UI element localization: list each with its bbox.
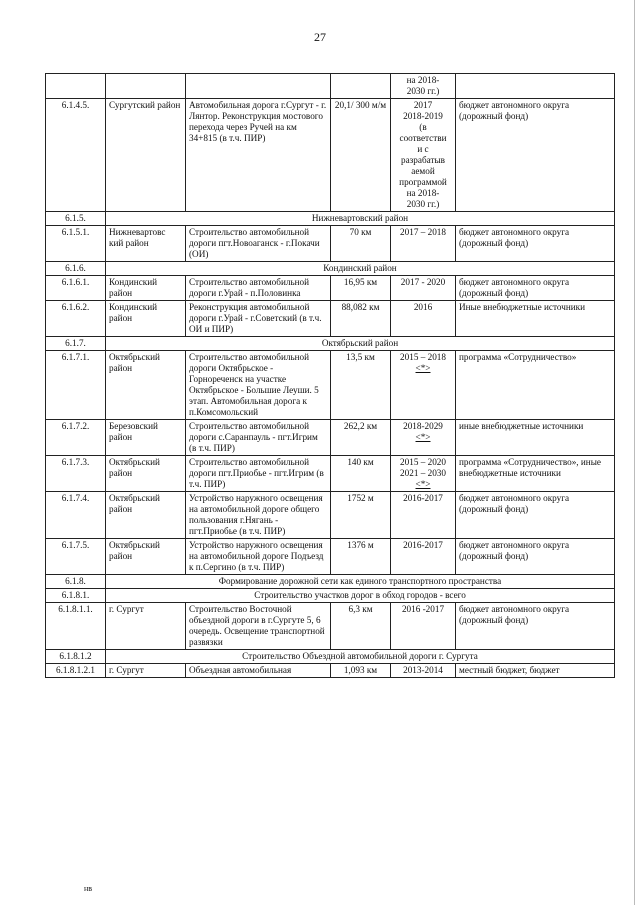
funding-source-cell: бюджет автономного округа (дорожный фонд): [456, 539, 615, 575]
district-cell: Октябрьский район: [106, 456, 186, 492]
row-number: 6.1.8.1.2.1: [46, 664, 106, 678]
object-cell: Реконструкция автомобильной дороги г.Урай - г.Советский (в т.ч. ОИ и ПИР): [186, 301, 331, 337]
district-cell: Кондинский район: [106, 276, 186, 301]
object-cell: Строительство автомобильной дороги пгт.Новоаганск - г.Покачи (ОИ): [186, 226, 331, 262]
row-number: 6.1.7.5.: [46, 539, 106, 575]
period-cell: [391, 492, 456, 539]
district-cell: Октябрьский район: [106, 492, 186, 539]
object-cell: Устройство наружного освещения на автомобильной дороге общего пользования г.Нягань - пгт.Приобье (в т.ч. ПИР): [186, 492, 331, 539]
road-projects-table: [45, 73, 615, 678]
capacity-cell: [331, 74, 391, 99]
row-number: 6.1.5.1.: [46, 226, 106, 262]
period-cell: [391, 351, 456, 420]
table-row: [46, 74, 615, 99]
funding-source-cell: Иные внебюджетные источники: [456, 301, 615, 337]
footer-mark: нв: [84, 884, 93, 893]
object-cell: Автомобильная дорога г.Сургут - г. Лянтор. Реконструкция мостового перехода через Ручей на км 34+815 (в т.ч. ПИР): [186, 99, 331, 212]
object-cell: Строительство автомобильной дороги Октябрьское - Горнореченск на участке Октябрьское - Большие Леуши. 5 этап. Автомобильная дорога к п.Комсомольский: [186, 351, 331, 420]
page-edge-line: [634, 0, 635, 905]
page-number: 27: [314, 30, 326, 44]
funding-source-cell: иные внебюджетные источники: [456, 420, 615, 456]
period-text: 2017 - 2020: [400, 277, 446, 287]
object-cell: Строительство автомобильной дороги с.Саранпауль - пгт.Игрим (в т.ч. ПИР): [186, 420, 331, 456]
row-number: 6.1.4.5.: [46, 99, 106, 212]
period-text: 2016-2017: [403, 540, 443, 550]
funding-source-cell: бюджет автономного округа (дорожный фонд): [456, 276, 615, 301]
section-row: [46, 575, 615, 589]
section-number: 6.1.8.1.2: [46, 650, 106, 664]
section-title: Строительство участков дорог в обход городов - всего: [106, 589, 615, 603]
period-text: 2016: [413, 302, 433, 312]
row-number: 6.1.7.3.: [46, 456, 106, 492]
section-title: Формирование дорожной сети как единого транспортного пространства: [106, 575, 615, 589]
period-footnote-mark: <*>: [415, 479, 431, 489]
section-number: 6.1.6.: [46, 262, 106, 276]
table-row: [46, 456, 615, 492]
section-number: 6.1.8.: [46, 575, 106, 589]
period-cell: [391, 301, 456, 337]
section-title: Строительство Объездной автомобильной дороги г. Сургута: [106, 650, 615, 664]
period-text: 2015 – 2018: [400, 352, 446, 362]
row-number: 6.1.8.1.1.: [46, 603, 106, 650]
capacity-cell: 140 км: [331, 456, 391, 492]
section-title: Октябрьский район: [106, 337, 615, 351]
row-number: [46, 74, 106, 99]
period-text: на 2018- 2030 гг.): [406, 75, 440, 96]
capacity-cell: 13,5 км: [331, 351, 391, 420]
period-text: 2017 2018-2019 (в соответстви и с разрабатыв аемой программой на 2018- 2030 гг.): [399, 100, 447, 209]
district-cell: г. Сургут: [106, 603, 186, 650]
funding-source-cell: программа «Сотрудничество»: [456, 351, 615, 420]
table-row: [46, 99, 615, 212]
district-cell: Березовский район: [106, 420, 186, 456]
period-footnote-mark: <*>: [415, 432, 431, 442]
capacity-cell: 16,95 км: [331, 276, 391, 301]
section-number: 6.1.7.: [46, 337, 106, 351]
funding-source-cell: бюджет автономного округа (дорожный фонд): [456, 99, 615, 212]
period-footnote-mark: <*>: [415, 363, 431, 373]
capacity-cell: 1,093 км: [331, 664, 391, 678]
section-number: 6.1.8.1.: [46, 589, 106, 603]
funding-source-cell: бюджет автономного округа (дорожный фонд): [456, 226, 615, 262]
period-cell: [391, 539, 456, 575]
section-row: [46, 212, 615, 226]
district-cell: Октябрьский район: [106, 539, 186, 575]
section-row: [46, 650, 615, 664]
table-row: [46, 276, 615, 301]
section-title: Кондинский район: [106, 262, 615, 276]
section-row: [46, 589, 615, 603]
table-row: [46, 492, 615, 539]
funding-source-cell: местный бюджет, бюджет: [456, 664, 615, 678]
funding-source-cell: бюджет автономного округа (дорожный фонд): [456, 492, 615, 539]
period-text: 2017 – 2018: [400, 227, 446, 237]
table-row: [46, 301, 615, 337]
capacity-cell: 20,1/ 300 м/м: [331, 99, 391, 212]
period-cell: [391, 420, 456, 456]
table-row: [46, 539, 615, 575]
period-text: 2016-2017: [403, 493, 443, 503]
period-cell: [391, 226, 456, 262]
capacity-cell: 1752 м: [331, 492, 391, 539]
district-cell: Кондинский район: [106, 301, 186, 337]
period-cell: [391, 276, 456, 301]
object-cell: [186, 74, 331, 99]
district-cell: [106, 74, 186, 99]
table-body: [46, 74, 615, 678]
row-number: 6.1.7.4.: [46, 492, 106, 539]
table-row: [46, 603, 615, 650]
object-cell: Строительство автомобильной дороги пгт.Приобье - пгт.Игрим (в т.ч. ПИР): [186, 456, 331, 492]
section-number: 6.1.5.: [46, 212, 106, 226]
funding-source-cell: бюджет автономного округа (дорожный фонд): [456, 603, 615, 650]
table-row: [46, 664, 615, 678]
district-cell: Октябрьский район: [106, 351, 186, 420]
capacity-cell: 88,082 км: [331, 301, 391, 337]
section-row: [46, 262, 615, 276]
capacity-cell: 1376 м: [331, 539, 391, 575]
district-cell: Нижневартовс кий район: [106, 226, 186, 262]
object-cell: Устройство наружного освещения на автомобильной дороге Подъезд к п.Сергино (в т.ч. ПИР): [186, 539, 331, 575]
period-text: 2015 – 2020 2021 – 2030: [400, 457, 446, 478]
capacity-cell: 262,2 км: [331, 420, 391, 456]
district-cell: Сургутский район: [106, 99, 186, 212]
row-number: 6.1.6.2.: [46, 301, 106, 337]
capacity-cell: 6,3 км: [331, 603, 391, 650]
district-cell: г. Сургут: [106, 664, 186, 678]
funding-source-cell: [456, 74, 615, 99]
object-cell: Объездная автомобильная: [186, 664, 331, 678]
object-cell: Строительство автомобильной дороги г.Урай - п.Половинка: [186, 276, 331, 301]
object-cell: Строительство Восточной объездной дороги в г.Сургуте 5, 6 очередь. Освещение транспортной развязки: [186, 603, 331, 650]
period-cell: [391, 99, 456, 212]
row-number: 6.1.7.2.: [46, 420, 106, 456]
section-title: Нижневартовский район: [106, 212, 615, 226]
section-row: [46, 337, 615, 351]
capacity-cell: 70 км: [331, 226, 391, 262]
period-cell: [391, 664, 456, 678]
funding-source-cell: программа «Сотрудничество», иные внебюджетные источники: [456, 456, 615, 492]
period-cell: [391, 74, 456, 99]
period-text: 2013-2014: [403, 665, 443, 675]
period-cell: [391, 603, 456, 650]
row-number: 6.1.7.1.: [46, 351, 106, 420]
row-number: 6.1.6.1.: [46, 276, 106, 301]
period-cell: [391, 456, 456, 492]
table-row: [46, 420, 615, 456]
period-text: 2018-2029: [403, 421, 443, 431]
table-row: [46, 226, 615, 262]
period-text: 2016 -2017: [401, 604, 445, 614]
table-row: [46, 351, 615, 420]
